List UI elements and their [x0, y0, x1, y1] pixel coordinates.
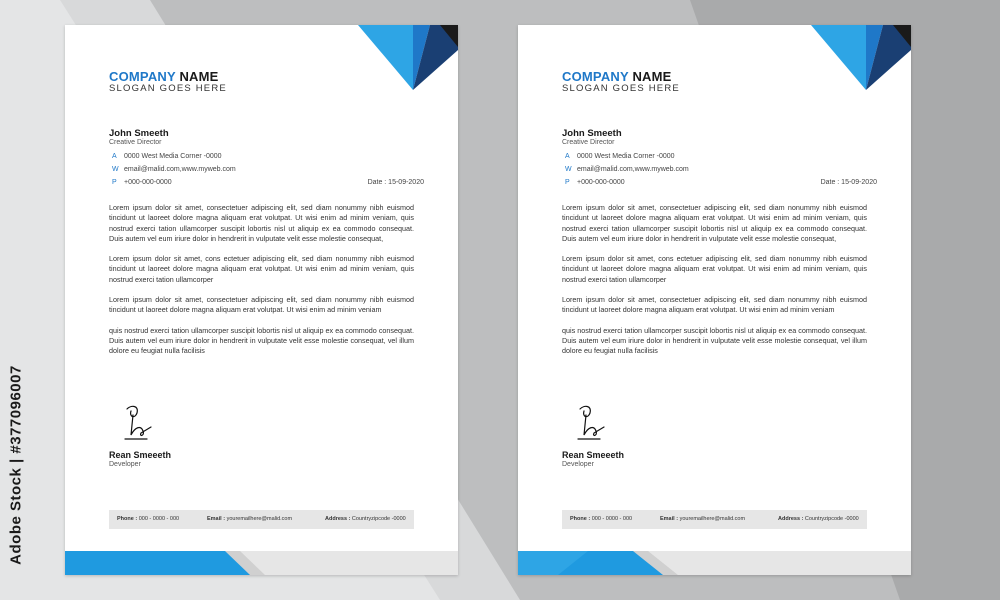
footer-email-value: youremailhere@malid.com	[678, 516, 746, 522]
signature-icon	[121, 403, 157, 443]
footer-email-label: Email :	[660, 516, 679, 522]
bottom-bar-decoration	[65, 551, 458, 575]
footer-email-label: Email :	[207, 516, 226, 522]
footer-phone-label: Phone :	[570, 516, 591, 522]
letter-footer	[109, 510, 414, 529]
letter-footer	[562, 510, 867, 529]
signer-role: Developer	[109, 461, 141, 468]
footer-address	[778, 516, 859, 522]
footer-email	[207, 516, 292, 522]
signer-name: Rean Smeeeth	[562, 450, 625, 460]
letterhead-sheet-2	[518, 25, 911, 575]
body-paragraph-1: Lorem ipsum dolor sit amet, consectetuer adipiscing elit, sed diam nonummy nibh euismod tincidunt ut laoreet dolore magna aliquam erat volutpat. Ut wisi enim ad minim veniam, quis nostrud exerci tation ullamcorper suscipit lobortis nisl ut aliquip ex ea commodo consequat. Duis autem vel eum iriure dolor in hendrerit in vulputate velit esse molestie consequat,	[562, 203, 867, 243]
signer-role: Developer	[562, 461, 594, 468]
letter-date: Date : 15-09-2020	[820, 179, 877, 186]
footer-phone	[570, 516, 632, 522]
phone-label: P	[112, 179, 117, 186]
letter-date: Date : 15-09-2020	[367, 179, 424, 186]
contact-phone	[565, 179, 625, 186]
contact-phone	[112, 179, 172, 186]
company-name	[562, 69, 672, 84]
slogan: SLOGAN GOES HERE	[109, 83, 227, 94]
contact-web	[112, 166, 236, 173]
signature-icon	[574, 403, 610, 443]
body-paragraph-4: quis nostrud exerci tation ullamcorper suscipit lobortis nisl ut aliquip ex ea commodo consequat. Duis autem vel eum iriure dolor in hendrerit in vulputate velit esse molestie consequat, vel illum dolore eu feugiat nulla facilisis	[562, 325, 867, 356]
letterhead-sheet-1	[65, 25, 458, 575]
footer-phone-value: 000 - 0000 - 000	[137, 516, 180, 522]
address-label: A	[565, 153, 570, 160]
company-name-first: COMPANY	[562, 69, 629, 84]
phone-label: P	[565, 179, 570, 186]
footer-address-value: Countryzipcode -0000	[350, 516, 406, 522]
slogan: SLOGAN GOES HERE	[562, 83, 680, 94]
letter-body	[562, 203, 867, 367]
footer-phone-label: Phone :	[117, 516, 138, 522]
stock-watermark	[6, 340, 26, 590]
address-value: 0000 West Media Corner -0000	[577, 153, 675, 160]
footer-address	[325, 516, 406, 522]
corner-triangle-decoration	[358, 25, 458, 90]
footer-address-label: Address :	[325, 516, 351, 522]
person-name: John Smeeth	[109, 128, 169, 139]
body-paragraph-1: Lorem ipsum dolor sit amet, consectetuer adipiscing elit, sed diam nonummy nibh euismod tincidunt ut laoreet dolore magna aliquam erat volutpat. Ut wisi enim ad minim veniam, quis nostrud exerci tation ullamcorper suscipit lobortis nisl ut aliquip ex ea commodo consequat. Duis autem vel eum iriure dolor in hendrerit in vulputate velit esse molestie consequat,	[109, 203, 414, 243]
footer-email	[660, 516, 745, 522]
web-value: email@malid.com,www.myweb.com	[124, 166, 236, 173]
footer-phone	[117, 516, 179, 522]
company-name-second: NAME	[632, 69, 672, 84]
body-paragraph-4: quis nostrud exerci tation ullamcorper suscipit lobortis nisl ut aliquip ex ea commodo consequat. Duis autem vel eum iriure dolor in hendrerit in vulputate velit esse molestie consequat, vel illum dolore eu feugiat nulla facilisis	[109, 325, 414, 356]
address-label: A	[112, 153, 117, 160]
person-role: Creative Director	[562, 139, 615, 146]
web-label: W	[112, 166, 119, 173]
bottom-bar-decoration	[518, 551, 911, 575]
phone-value: +000-000-0000	[124, 179, 172, 186]
address-value: 0000 West Media Corner -0000	[124, 153, 222, 160]
corner-triangle-decoration	[811, 25, 911, 90]
stock-watermark-text: Adobe Stock | #377096007	[7, 365, 25, 565]
letter-body	[109, 203, 414, 367]
company-name-first: COMPANY	[109, 69, 176, 84]
company-name-second: NAME	[179, 69, 219, 84]
company-name	[109, 69, 219, 84]
footer-phone-value: 000 - 0000 - 000	[590, 516, 633, 522]
footer-address-value: Countryzipcode -0000	[803, 516, 859, 522]
person-name: John Smeeth	[562, 128, 622, 139]
body-paragraph-3: Lorem ipsum dolor sit amet, consectetuer adipiscing elit, sed diam nonummy nibh euismod tincidunt ut laoreet dolore magna aliquam erat volutpat. Ut wisi enim ad minim veniam	[109, 295, 414, 315]
web-label: W	[565, 166, 572, 173]
phone-value: +000-000-0000	[577, 179, 625, 186]
body-paragraph-2: Lorem ipsum dolor sit amet, cons ectetuer adipiscing elit, sed diam nonummy nibh euismod tincidunt ut laoreet dolore magna aliquam erat volutpat. Ut wisi enim ad minim veniam, quis nostrud exerci tation ullamcorper	[562, 254, 867, 284]
contact-web	[565, 166, 689, 173]
footer-email-value: youremailhere@malid.com	[225, 516, 293, 522]
contact-address	[112, 153, 222, 160]
contact-address	[565, 153, 675, 160]
person-role: Creative Director	[109, 139, 162, 146]
signer-name: Rean Smeeeth	[109, 450, 172, 460]
body-paragraph-3: Lorem ipsum dolor sit amet, consectetuer adipiscing elit, sed diam nonummy nibh euismod tincidunt ut laoreet dolore magna aliquam erat volutpat. Ut wisi enim ad minim veniam	[562, 295, 867, 315]
web-value: email@malid.com,www.myweb.com	[577, 166, 689, 173]
footer-address-label: Address :	[778, 516, 804, 522]
body-paragraph-2: Lorem ipsum dolor sit amet, cons ectetuer adipiscing elit, sed diam nonummy nibh euismod tincidunt ut laoreet dolore magna aliquam erat volutpat. Ut wisi enim ad minim veniam, quis nostrud exerci tation ullamcorper	[109, 254, 414, 284]
